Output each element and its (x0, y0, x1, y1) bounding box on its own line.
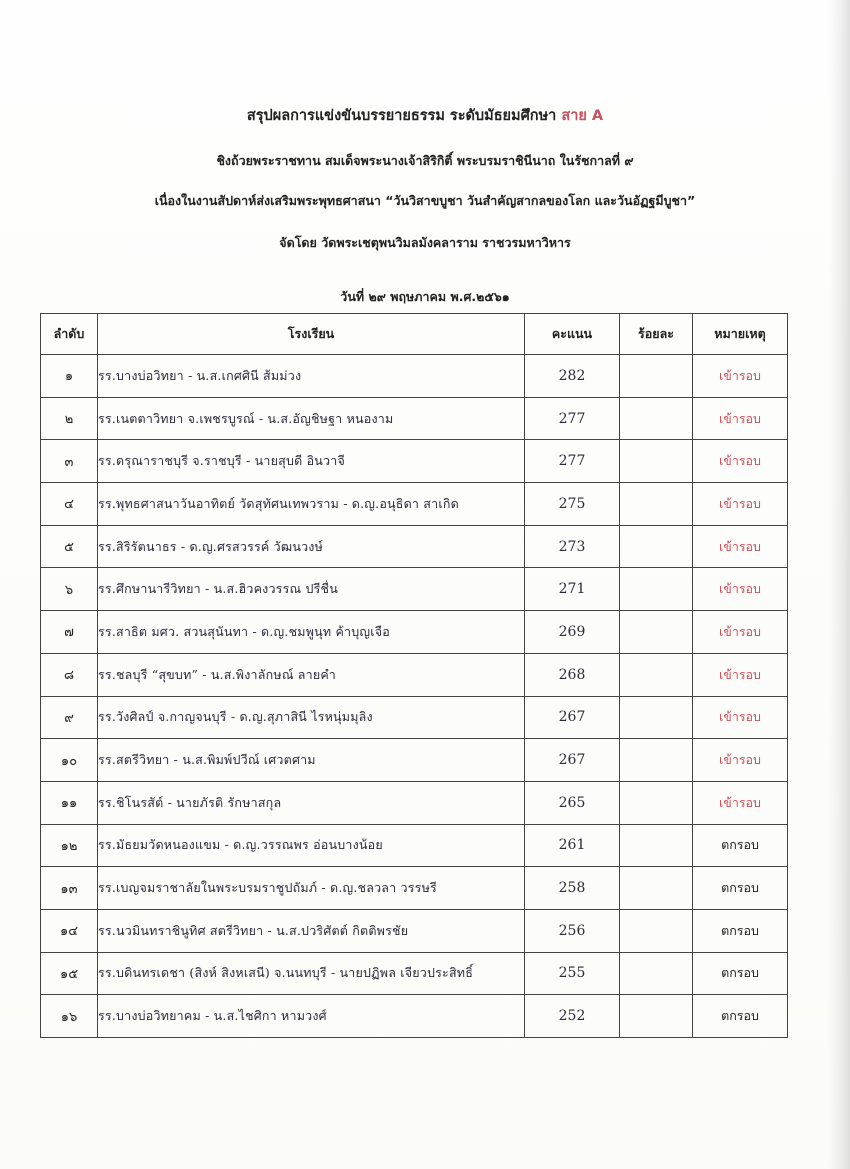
subtitle-award: ชิงถ้วยพระราชทาน สมเด็จพระนางเจ้าสิริกิติ์ พระบรมราชินีนาถ ในรัชกาลที่ ๙ (216, 153, 634, 168)
table-row (41, 781, 788, 824)
score-cell: 252 (525, 995, 620, 1038)
table-row (41, 824, 788, 867)
rank-cell: ๔ (41, 483, 98, 526)
rank-cell: ๘ (41, 653, 98, 696)
result-cell: ตกรอบ (693, 909, 788, 952)
result-cell: ตกรอบ (693, 824, 788, 867)
header-school: โรงเรียน (98, 314, 525, 355)
school-cell: รร.ชลบุรี “สุขบท” - น.ส.พิงาลักษณ์ ลายคำ (98, 653, 525, 696)
header-score: คะแนน (525, 314, 620, 355)
table-row (41, 397, 788, 440)
percent-cell (620, 611, 693, 654)
result-cell: เข้ารอบ (693, 483, 788, 526)
score-cell: 275 (525, 483, 620, 526)
result-cell: เข้ารอบ (693, 781, 788, 824)
score-cell: 277 (525, 440, 620, 483)
score-cell: 273 (525, 525, 620, 568)
percent-cell (620, 653, 693, 696)
table-row (41, 611, 788, 654)
percent-cell (620, 355, 693, 398)
rank-cell: ๑๖ (41, 995, 98, 1038)
page-edge-shadow (828, 0, 850, 1169)
percent-cell (620, 397, 693, 440)
school-cell: รร.ศึกษานารีวิทยา - น.ส.ฮิวคงวรรณ ปรีชื่น (98, 568, 525, 611)
percent-cell (620, 483, 693, 526)
table-row (41, 440, 788, 483)
results-table (40, 313, 788, 1038)
table-row (41, 995, 788, 1038)
score-cell: 255 (525, 952, 620, 995)
school-cell: รร.วังศิลป์ จ.กาญจนบุรี - ด.ญ.สุภาสินี ไรหนุ่มมุลิง (98, 696, 525, 739)
result-cell: เข้ารอบ (693, 355, 788, 398)
table-header-row (41, 314, 788, 355)
table-row (41, 355, 788, 398)
school-cell: รร.สตรีวิทยา - น.ส.พิมพ์ปวีณ์ เศวตศาม (98, 739, 525, 782)
percent-cell (620, 696, 693, 739)
subtitle-organizer: จัดโดย วัดพระเชตุพนวิมลมังคลาราม ราชวรมหาวิหาร (279, 235, 571, 250)
school-cell: รร.พุทธศาสนาวันอาทิตย์ วัดสุทัศนเทพวราม - ด.ญ.อนุธิดา สาเกิด (98, 483, 525, 526)
school-cell: รร.เบญจมราชาลัยในพระบรมราชูปถัมภ์ - ด.ญ.ชลวลา วรรษรี (98, 867, 525, 910)
rank-cell: ๑๒ (41, 824, 98, 867)
result-cell: ตกรอบ (693, 995, 788, 1038)
percent-cell (620, 909, 693, 952)
result-cell: เข้ารอบ (693, 397, 788, 440)
table-row (41, 568, 788, 611)
rank-cell: ๓ (41, 440, 98, 483)
rank-cell: ๑ (41, 355, 98, 398)
score-cell: 277 (525, 397, 620, 440)
rank-cell: ๒ (41, 397, 98, 440)
rank-cell: ๑๓ (41, 867, 98, 910)
table-row (41, 739, 788, 782)
percent-cell (620, 824, 693, 867)
percent-cell (620, 525, 693, 568)
school-cell: รร.ชิโนรสัต์ - นายภัรติ รักษาสกุล (98, 781, 525, 824)
score-cell: 267 (525, 739, 620, 782)
score-cell: 256 (525, 909, 620, 952)
school-cell: รร.บางบ่อวิทยา - น.ส.เกศศินี ส้มม่วง (98, 355, 525, 398)
result-cell: ตกรอบ (693, 867, 788, 910)
result-cell: เข้ารอบ (693, 653, 788, 696)
score-cell: 258 (525, 867, 620, 910)
result-cell: เข้ารอบ (693, 525, 788, 568)
result-cell: เข้ารอบ (693, 739, 788, 782)
rank-cell: ๑๔ (41, 909, 98, 952)
table-row (41, 696, 788, 739)
rank-cell: ๗ (41, 611, 98, 654)
school-cell: รร.สาธิต มศว. สวนสุนันทา - ด.ญ.ชมพูนุท ค้าบุญเจือ (98, 611, 525, 654)
score-cell: 271 (525, 568, 620, 611)
rank-cell: ๑๕ (41, 952, 98, 995)
rank-cell: ๙ (41, 696, 98, 739)
score-cell: 268 (525, 653, 620, 696)
school-cell: รร.สิริรัตนาธร - ด.ญ.ศรสวรรค์ วัฒนวงษ์ (98, 525, 525, 568)
score-cell: 282 (525, 355, 620, 398)
rank-cell: ๑๐ (41, 739, 98, 782)
subtitle-event: เนื่องในงานสัปดาห์ส่งเสริมพระพุทธศาสนา “วันวิสาขบูชา วันสำคัญสากลของโลก และวันอัฏฐมีบูชา” (154, 193, 696, 208)
table-row (41, 909, 788, 952)
table-row (41, 653, 788, 696)
table-row (41, 867, 788, 910)
school-cell: รร.ดรุณาราชบุรี จ.ราชบุรี - นายสุบดี อินวาจี (98, 440, 525, 483)
header-rank: ลำดับ (41, 314, 98, 355)
table-row (41, 525, 788, 568)
percent-cell (620, 995, 693, 1038)
result-cell: เข้ารอบ (693, 696, 788, 739)
percent-cell (620, 739, 693, 782)
document-date: วันที่ ๒๙ พฤษภาคม พ.ศ.๒๕๖๑ (340, 289, 510, 304)
header-percent: ร้อยละ (620, 314, 693, 355)
result-cell: ตกรอบ (693, 952, 788, 995)
percent-cell (620, 867, 693, 910)
percent-cell (620, 781, 693, 824)
score-cell: 269 (525, 611, 620, 654)
result-cell: เข้ารอบ (693, 568, 788, 611)
title-main: สรุปผลการแข่งขันบรรยายธรรม ระดับมัธยมศึกษา (246, 108, 557, 124)
header-note: หมายเหตุ (693, 314, 788, 355)
score-cell: 265 (525, 781, 620, 824)
school-cell: รร.มัธยมวัดหนองแขม - ด.ญ.วรรณพร อ่อนบางน้อย (98, 824, 525, 867)
school-cell: รร.เนตตาวิทยา จ.เพชรบูรณ์ - น.ส.อัญชิษฐา หนองาม (98, 397, 525, 440)
rank-cell: ๖ (41, 568, 98, 611)
score-cell: 267 (525, 696, 620, 739)
result-cell: เข้ารอบ (693, 611, 788, 654)
school-cell: รร.นวมินทราชินูทิศ สตรีวิทยา - น.ส.ปวริศัตต์ กิตติพรชัย (98, 909, 525, 952)
percent-cell (620, 952, 693, 995)
document-title (0, 104, 850, 127)
title-accent: สาย A (561, 108, 604, 124)
school-cell: รร.บางบ่อวิทยาคม - น.ส.ไชศิกา หามวงศ์ (98, 995, 525, 1038)
rank-cell: ๕ (41, 525, 98, 568)
table-row (41, 952, 788, 995)
percent-cell (620, 568, 693, 611)
score-cell: 261 (525, 824, 620, 867)
table-body (41, 355, 788, 1038)
table-row (41, 483, 788, 526)
school-cell: รร.บดินทรเดชา (สิงห์ สิงหเสนี) จ.นนทบุรี - นายปฏิพล เจียวประสิทธิ์ (98, 952, 525, 995)
percent-cell (620, 440, 693, 483)
rank-cell: ๑๑ (41, 781, 98, 824)
result-cell: เข้ารอบ (693, 440, 788, 483)
